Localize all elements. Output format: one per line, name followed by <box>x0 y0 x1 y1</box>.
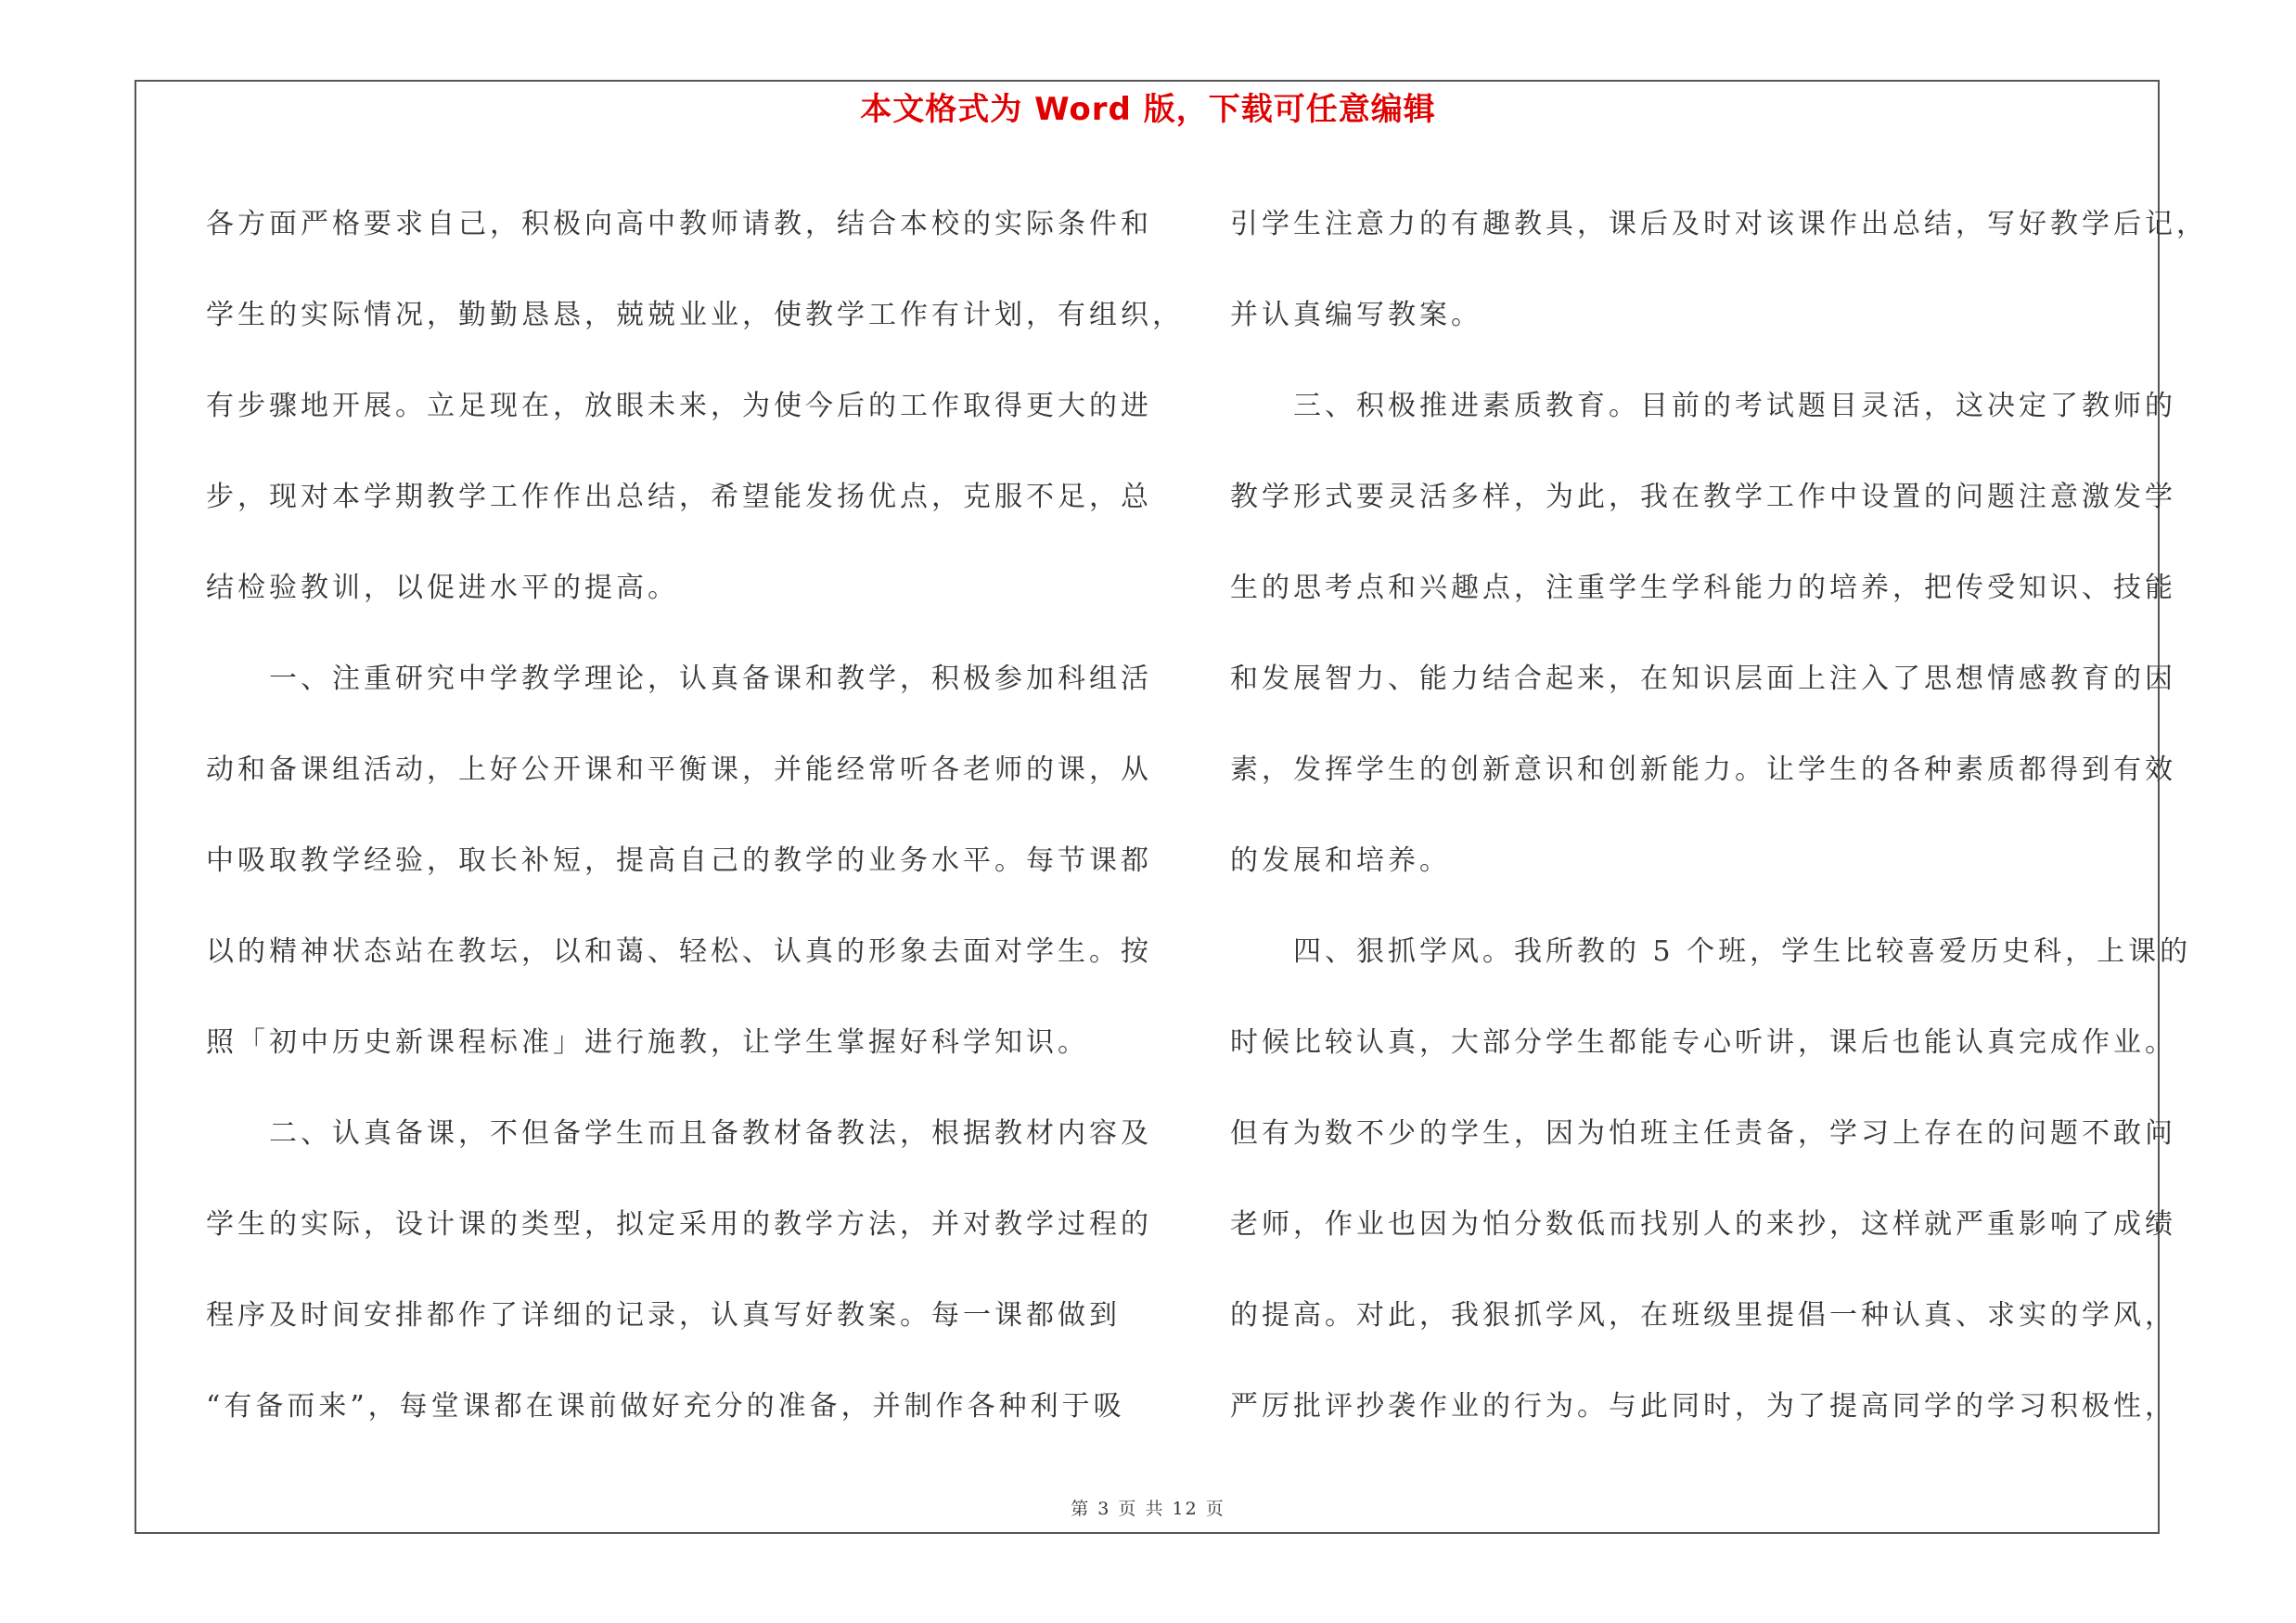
text-line: 严厉批评抄袭作业的行为。与此同时，为了提高同学的学习积极性， <box>1230 1390 2176 1423</box>
paragraph-start-line: 三、积极推进素质教育。目前的考试题目灵活，这决定了教师的 <box>1293 390 2176 422</box>
text-line: 生的思考点和兴趣点，注重学生学科能力的培养，把传受知识、技能 <box>1230 572 2176 604</box>
page-number: 第 3 页 共 12 页 <box>1071 1499 1225 1519</box>
paragraph-start-line: 四、狠抓学风。我所教的 5 个班，学生比较喜爱历史科，上课的 <box>1293 935 2192 968</box>
text-line: 的发展和培养。 <box>1230 844 1451 877</box>
text-line: 有步骤地开展。立足现在，放眼未来，为使今后的工作取得更大的进 <box>206 390 1152 422</box>
text-line: 学生的实际情况，勤勤恳恳，兢兢业业，使教学工作有计划，有组织， <box>206 299 1184 331</box>
text-line: 的提高。对此，我狠抓学风，在班级里提倡一种认真、求实的学风， <box>1230 1299 2176 1332</box>
text-line: 中吸取教学经验，取长补短，提高自己的教学的业务水平。每节课都 <box>206 844 1152 877</box>
text-line: 和发展智力、能力结合起来，在知识层面上注入了思想情感教育的因 <box>1230 663 2176 695</box>
paragraph-start-line: 一、注重研究中学教学理论，认真备课和教学，积极参加科组活 <box>269 663 1152 695</box>
text-line: “有备而来”，每堂课都在课前做好充分的准备，并制作各种利于吸 <box>206 1390 1125 1423</box>
left-column <box>206 179 1184 1452</box>
text-line: 学生的实际，设计课的类型，拟定采用的教学方法，并对教学过程的 <box>206 1208 1152 1241</box>
text-line: 教学形式要灵活多样，为此，我在教学工作中设置的问题注意激发学 <box>1230 481 2176 513</box>
document-banner: 本文格式为 Word 版，下载可任意编辑 <box>860 91 1436 128</box>
right-column <box>1230 179 2208 1452</box>
text-line: 动和备课组活动，上好公开课和平衡课，并能经常听各老师的课，从 <box>206 754 1152 786</box>
text-line: 程序及时间安排都作了详细的记录，认真写好教案。每一课都做到 <box>206 1299 1121 1332</box>
text-line: 各方面严格要求自己，积极向高中教师请教，结合本校的实际条件和 <box>206 208 1152 240</box>
text-line: 以的精神状态站在教坛，以和蔼、轻松、认真的形象去面对学生。按 <box>206 935 1152 968</box>
paragraph-start-line: 二、认真备课，不但备学生而且备教材备教法，根据教材内容及 <box>269 1117 1152 1150</box>
text-line: 时候比较认真，大部分学生都能专心听讲，课后也能认真完成作业。 <box>1230 1026 2176 1059</box>
text-line: 引学生注意力的有趣教具，课后及时对该课作出总结，写好教学后记， <box>1230 208 2208 240</box>
text-line: 素，发挥学生的创新意识和创新能力。让学生的各种素质都得到有效 <box>1230 754 2176 786</box>
text-line: 老师，作业也因为怕分数低而找别人的来抄，这样就严重影响了成绩 <box>1230 1208 2176 1241</box>
text-line: 但有为数不少的学生，因为怕班主任责备，学习上存在的问题不敢问 <box>1230 1117 2176 1150</box>
text-line: 照「初中历史新课程标准」进行施教，让学生掌握好科学知识。 <box>206 1026 1089 1059</box>
text-line: 步，现对本学期教学工作作出总结，希望能发扬优点，克服不足，总 <box>206 481 1152 513</box>
text-line: 并认真编写教案。 <box>1230 299 1482 331</box>
text-line: 结检验教训，以促进水平的提高。 <box>206 572 679 604</box>
